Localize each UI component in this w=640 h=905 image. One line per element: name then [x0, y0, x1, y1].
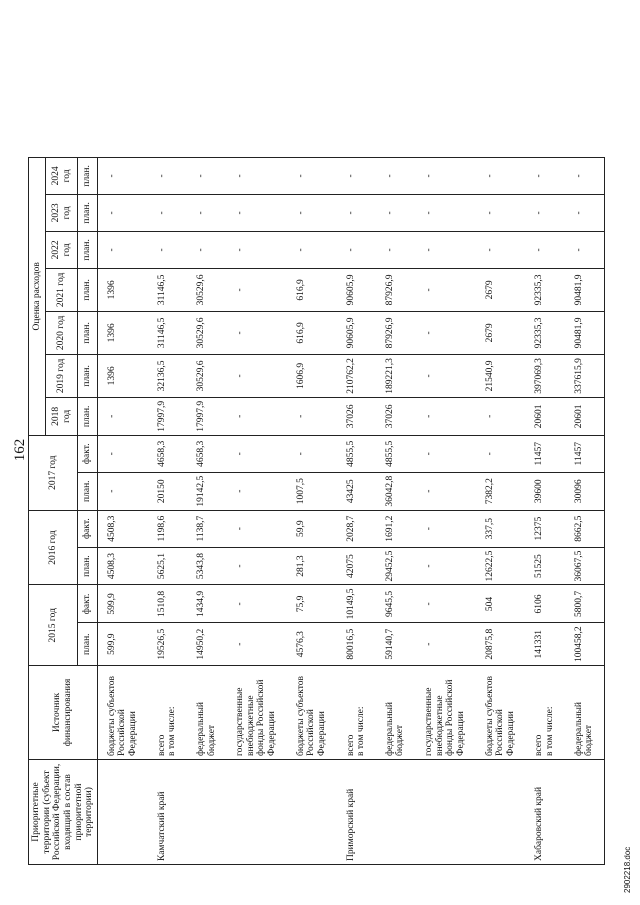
cell-value: 1396 — [97, 268, 147, 311]
cell-territory — [376, 760, 415, 865]
cell-value: 36067,5 — [565, 547, 605, 585]
cell-territory — [565, 760, 605, 865]
cell-value: 30529,6 — [187, 354, 226, 397]
cell-value: - — [476, 435, 526, 472]
cell-value: 1396 — [97, 311, 147, 354]
cell-value: 4658,3 — [148, 435, 187, 472]
budget-table — [28, 157, 605, 865]
cell-value: - — [226, 397, 287, 435]
cell-value: 397069,3 — [525, 354, 564, 397]
cell-value: - — [565, 157, 605, 194]
cell-value: - — [415, 157, 476, 194]
cell-value: 10149,5 — [337, 585, 376, 623]
cell-value: - — [287, 194, 337, 231]
cell-value: - — [97, 194, 147, 231]
cell-value: 30529,6 — [187, 311, 226, 354]
cell-value: 20875,8 — [476, 623, 526, 666]
cell-source: всего в том числе: — [525, 666, 564, 760]
cell-value: - — [337, 157, 376, 194]
cell-value: 4855,5 — [376, 435, 415, 472]
cell-value: 281,3 — [287, 547, 337, 585]
table-row — [525, 157, 564, 864]
cell-value: - — [187, 231, 226, 268]
cell-value: 21540,9 — [476, 354, 526, 397]
cell-value: 7382,2 — [476, 472, 526, 510]
cell-value: - — [415, 547, 476, 585]
cell-value: 20150 — [148, 472, 187, 510]
cell-value: 37026 — [376, 397, 415, 435]
cell-value: - — [415, 510, 476, 547]
cell-value: 189221,3 — [376, 354, 415, 397]
header-plan: план. — [78, 157, 97, 194]
cell-value: 32136,5 — [148, 354, 187, 397]
cell-value: - — [226, 268, 287, 311]
cell-value: 599,9 — [97, 585, 147, 623]
cell-value: 337,5 — [476, 510, 526, 547]
cell-value: 90481,9 — [565, 268, 605, 311]
header-plan: план. — [78, 623, 97, 666]
cell-value: 12375 — [525, 510, 564, 547]
cell-value: 1606,9 — [287, 354, 337, 397]
cell-value: 12622,5 — [476, 547, 526, 585]
cell-value: 17997,9 — [187, 397, 226, 435]
cell-value: 17997,9 — [148, 397, 187, 435]
cell-source: всего в том числе: — [337, 666, 376, 760]
cell-value: - — [565, 194, 605, 231]
table-row — [565, 157, 605, 864]
cell-territory — [476, 760, 526, 865]
cell-territory — [97, 760, 147, 865]
cell-source: бюджеты субъектов Российской Федерации — [476, 666, 526, 760]
cell-value: 616,9 — [287, 311, 337, 354]
header-year-2020: 2020 год — [45, 311, 78, 354]
footer-doc-id: 2902218.doc — [623, 846, 632, 893]
cell-value: 80016,5 — [337, 623, 376, 666]
cell-value: 8662,5 — [565, 510, 605, 547]
cell-value: 1691,2 — [376, 510, 415, 547]
cell-value: - — [287, 157, 337, 194]
cell-value: - — [226, 354, 287, 397]
cell-value: - — [97, 472, 147, 510]
cell-territory — [226, 760, 287, 865]
cell-value: - — [226, 472, 287, 510]
header-plan: план. — [78, 194, 97, 231]
header-source: Источник финансирования — [29, 666, 98, 760]
table-row — [187, 157, 226, 864]
cell-value: - — [148, 194, 187, 231]
cell-value: - — [226, 311, 287, 354]
cell-value: - — [415, 311, 476, 354]
table-row — [476, 157, 526, 864]
header-plan: план. — [78, 268, 97, 311]
cell-value: 4658,3 — [187, 435, 226, 472]
cell-value: - — [226, 623, 287, 666]
cell-value: 30096 — [565, 472, 605, 510]
cell-value: 87926,9 — [376, 311, 415, 354]
header-plan: план. — [78, 547, 97, 585]
cell-value: 31146,5 — [148, 268, 187, 311]
cell-value: - — [97, 157, 147, 194]
table-row — [415, 157, 476, 864]
cell-value: 92335,3 — [525, 311, 564, 354]
cell-value: 4576,3 — [287, 623, 337, 666]
cell-value: - — [148, 231, 187, 268]
cell-value: - — [476, 231, 526, 268]
cell-value: 51525 — [525, 547, 564, 585]
cell-value: 1396 — [97, 354, 147, 397]
cell-value: 11457 — [525, 435, 564, 472]
cell-value: 36042,8 — [376, 472, 415, 510]
cell-value: - — [148, 157, 187, 194]
cell-value: - — [226, 231, 287, 268]
cell-value: 90605,9 — [337, 268, 376, 311]
cell-value: - — [376, 157, 415, 194]
cell-value: - — [226, 585, 287, 623]
cell-value: - — [476, 157, 526, 194]
cell-source: государственные внебюджетные фонды Российской Федерации — [415, 666, 476, 760]
cell-value: 1138,7 — [187, 510, 226, 547]
cell-source: бюджеты субъектов Российской Федерации — [97, 666, 147, 760]
cell-value: 30529,6 — [187, 268, 226, 311]
cell-value: 59140,7 — [376, 623, 415, 666]
cell-source: бюджеты субъектов Российской Федерации — [287, 666, 337, 760]
cell-territory: Приморский край — [337, 760, 376, 865]
cell-value: 14950,2 — [187, 623, 226, 666]
header-fact: факт. — [78, 435, 97, 472]
cell-value: - — [287, 231, 337, 268]
cell-value: - — [415, 354, 476, 397]
cell-value: - — [376, 231, 415, 268]
cell-value: 1510,8 — [148, 585, 187, 623]
cell-value: - — [525, 194, 564, 231]
cell-value: 59,9 — [287, 510, 337, 547]
cell-territory: Камчатский край — [148, 760, 187, 865]
cell-value: - — [415, 268, 476, 311]
cell-value: - — [415, 194, 476, 231]
cell-source: федеральный бюджет — [187, 666, 226, 760]
header-plan: план. — [78, 311, 97, 354]
cell-value: 2679 — [476, 311, 526, 354]
cell-value: 31146,5 — [148, 311, 187, 354]
cell-value: - — [415, 623, 476, 666]
cell-value: - — [226, 510, 287, 547]
header-year-2016: 2016 год — [29, 510, 78, 585]
cell-value: 5343,8 — [187, 547, 226, 585]
cell-value: - — [376, 194, 415, 231]
cell-territory — [187, 760, 226, 865]
cell-value: 92335,3 — [525, 268, 564, 311]
cell-value: - — [525, 231, 564, 268]
cell-value: 20601 — [525, 397, 564, 435]
cell-value: 5800,7 — [565, 585, 605, 623]
cell-value: - — [226, 435, 287, 472]
cell-value: 43425 — [337, 472, 376, 510]
cell-value: - — [476, 194, 526, 231]
cell-value: 5625,1 — [148, 547, 187, 585]
header-year-2022: 2022 год — [45, 231, 78, 268]
cell-value: 6106 — [525, 585, 564, 623]
table-row — [226, 157, 287, 864]
cell-value: 1434,9 — [187, 585, 226, 623]
table-row — [376, 157, 415, 864]
cell-value: 1198,6 — [148, 510, 187, 547]
cell-value: - — [415, 472, 476, 510]
cell-value: 1007,5 — [287, 472, 337, 510]
cell-value: 90605,9 — [337, 311, 376, 354]
header-year-2021: 2021 год — [45, 268, 78, 311]
cell-value: 2028,7 — [337, 510, 376, 547]
cell-value: - — [337, 231, 376, 268]
cell-value: - — [226, 157, 287, 194]
cell-value: 599,9 — [97, 623, 147, 666]
cell-value: - — [97, 231, 147, 268]
header-fact: факт. — [78, 585, 97, 623]
header-year-2017: 2017 год — [29, 435, 78, 510]
cell-value: - — [337, 194, 376, 231]
cell-value: - — [415, 231, 476, 268]
cell-territory — [287, 760, 337, 865]
cell-value: 37026 — [337, 397, 376, 435]
cell-value: 90481,9 — [565, 311, 605, 354]
table-row — [148, 157, 187, 864]
cell-value: - — [97, 397, 147, 435]
cell-value: 29452,5 — [376, 547, 415, 585]
cell-value: - — [415, 435, 476, 472]
cell-value: 39600 — [525, 472, 564, 510]
cell-value: 4855,5 — [337, 435, 376, 472]
cell-value: 4508,3 — [97, 547, 147, 585]
header-year-2018: 2018 год — [45, 397, 78, 435]
header-year-2023: 2023 год — [45, 194, 78, 231]
header-year-2015: 2015 год — [29, 585, 78, 666]
page-number: 162 — [12, 438, 28, 462]
cell-source: федеральный бюджет — [376, 666, 415, 760]
cell-source: федеральный бюджет — [565, 666, 605, 760]
header-plan: план. — [78, 231, 97, 268]
cell-value: 4508,3 — [97, 510, 147, 547]
header-plan: план. — [78, 472, 97, 510]
header-plan: план. — [78, 397, 97, 435]
cell-source: государственные внебюджетные фонды Российской Федерации — [226, 666, 287, 760]
cell-value: - — [226, 194, 287, 231]
header-territory: Приоритетные территории (субъект Российской Федерации, входящий в состав приоритетной территории) — [29, 760, 98, 865]
table-row — [287, 157, 337, 864]
cell-value: - — [97, 435, 147, 472]
cell-value: - — [565, 231, 605, 268]
table-row — [97, 157, 147, 864]
header-year-2019: 2019 год — [45, 354, 78, 397]
header-fact: факт. — [78, 510, 97, 547]
cell-value: 75,9 — [287, 585, 337, 623]
cell-value: 141331 — [525, 623, 564, 666]
cell-source: всего в том числе: — [148, 666, 187, 760]
cell-value: 9645,5 — [376, 585, 415, 623]
cell-value: - — [415, 585, 476, 623]
cell-value: 616,9 — [287, 268, 337, 311]
cell-value: - — [415, 397, 476, 435]
cell-value: 20601 — [565, 397, 605, 435]
cell-value: - — [287, 435, 337, 472]
cell-value: - — [287, 397, 337, 435]
cell-value: 210762,2 — [337, 354, 376, 397]
header-estimate: Оценка расходов — [29, 157, 46, 435]
cell-territory — [415, 760, 476, 865]
header-year-2024: 2024 год — [45, 157, 78, 194]
cell-value: - — [525, 157, 564, 194]
table-row — [337, 157, 376, 864]
cell-value: 504 — [476, 585, 526, 623]
cell-value: 2679 — [476, 268, 526, 311]
cell-value: - — [226, 547, 287, 585]
table-body — [97, 157, 604, 864]
cell-value: 19526,5 — [148, 623, 187, 666]
cell-value: 87926,9 — [376, 268, 415, 311]
cell-value: 11457 — [565, 435, 605, 472]
cell-value: - — [187, 194, 226, 231]
header-plan: план. — [78, 354, 97, 397]
cell-value: - — [187, 157, 226, 194]
cell-value: 100458,2 — [565, 623, 605, 666]
cell-value: - — [476, 397, 526, 435]
cell-value: 19142,5 — [187, 472, 226, 510]
cell-value: 337615,9 — [565, 354, 605, 397]
cell-territory: Хабаровский край — [525, 760, 564, 865]
cell-value: 42075 — [337, 547, 376, 585]
